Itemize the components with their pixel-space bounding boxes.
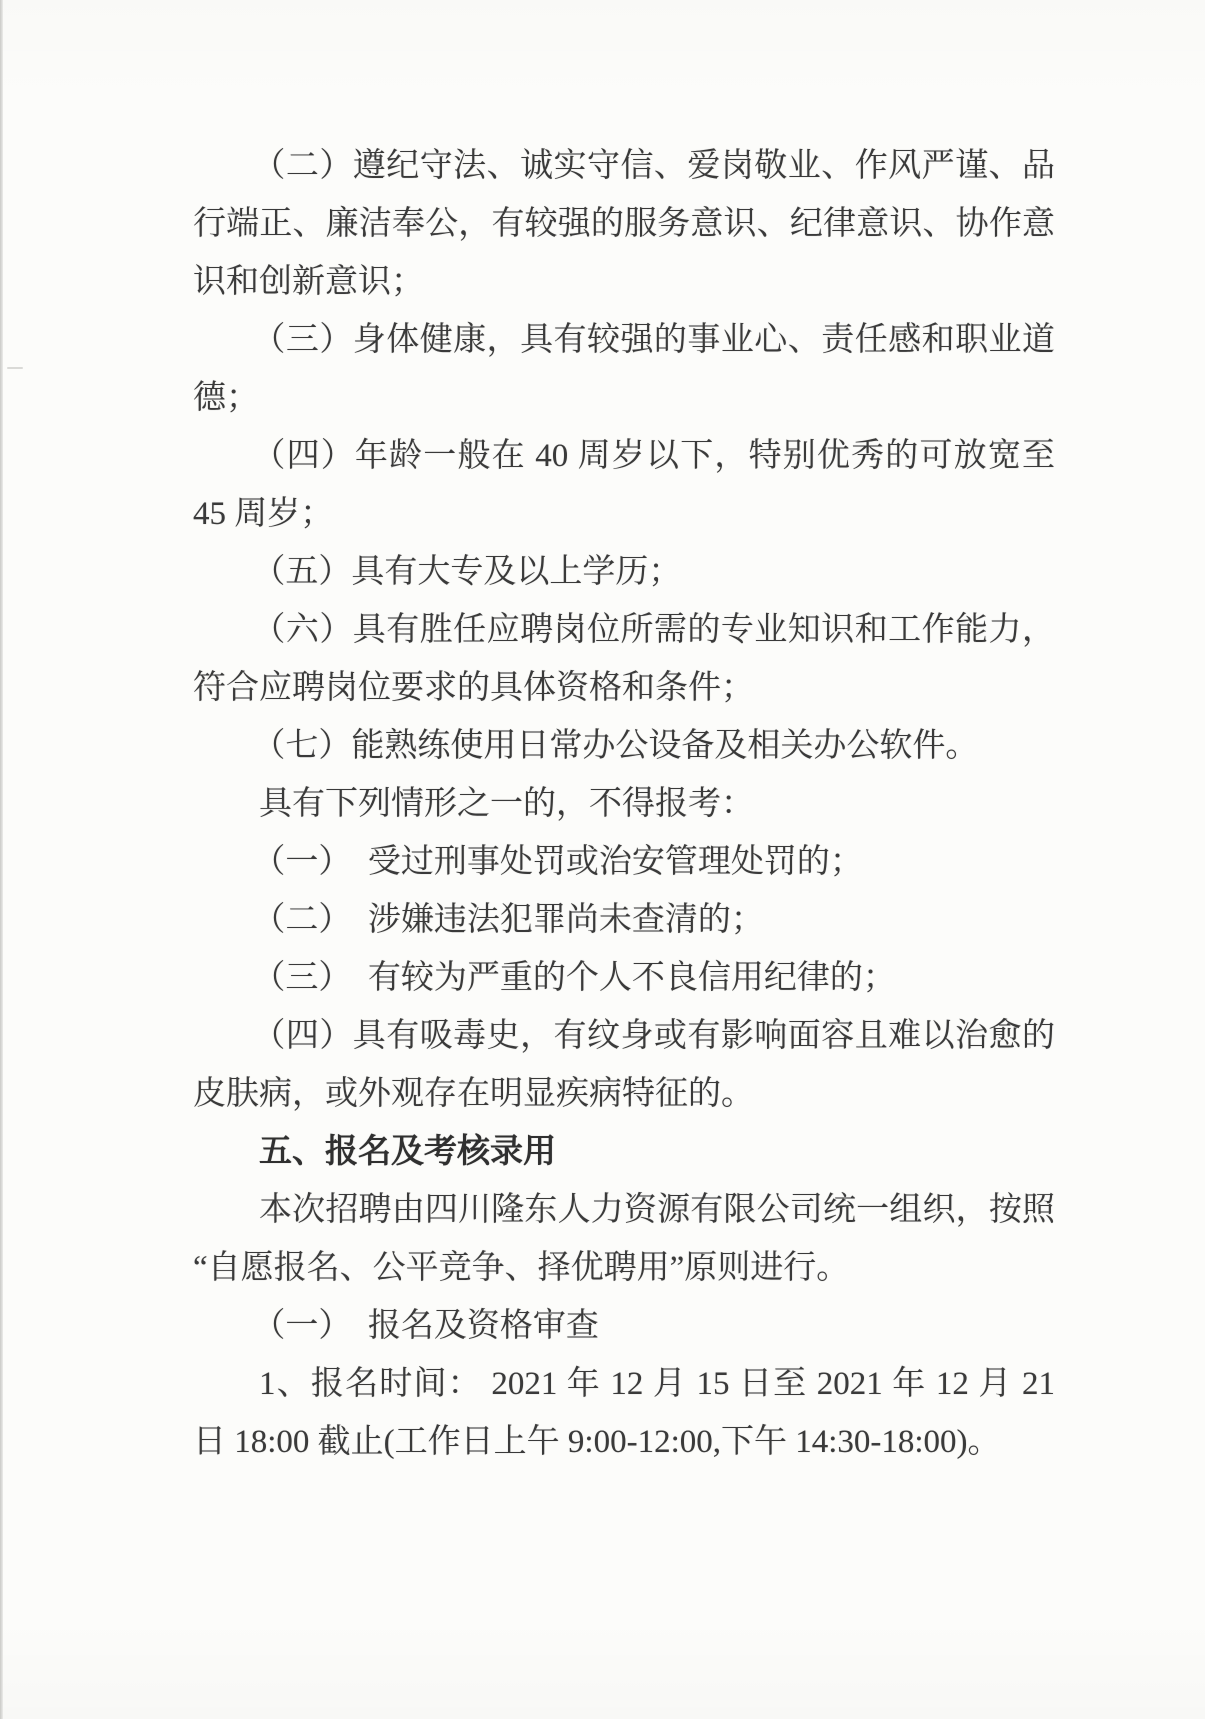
text-line: 识和创新意识； <box>193 264 424 300</box>
paragraph <box>193 1355 1055 1471</box>
text-line: （三）身体健康，具有较强的事业心、责任感和职业道 <box>252 322 1055 358</box>
text-line: （七）能熟练使用日常办公设备及相关办公软件。 <box>252 728 979 764</box>
text-line: 具有下列情形之一的，不得报考： <box>259 786 754 822</box>
text-line: （四）具有吸毒史，有纹身或有影响面容且难以治愈的 <box>252 1018 1055 1054</box>
text-line: 符合应聘岗位要求的具体资格和条件； <box>193 670 754 706</box>
paragraph <box>193 543 1055 601</box>
text-line: （五）具有大专及以上学历； <box>252 554 682 590</box>
paragraph <box>193 949 1055 1007</box>
text-line: 行端正、廉洁奉公，有较强的服务意识、纪律意识、协作意 <box>193 206 1055 242</box>
paragraph <box>193 833 1055 891</box>
paragraph <box>193 1181 1055 1297</box>
text-line: 日 18:00 截止(工作日上午 9:00-12:00,下午 14:30-18:00)。 <box>193 1424 1001 1460</box>
paragraph <box>193 717 1055 775</box>
document-body <box>193 137 1055 1471</box>
text-line: 45 周岁； <box>193 496 334 532</box>
text-line: “自愿报名、公平竞争、择优聘用”原则进行。 <box>193 1250 850 1286</box>
paragraph <box>193 311 1055 427</box>
text-line: （一） 受过刑事处罚或治安管理处罚的； <box>252 844 863 880</box>
scan-edge-line <box>0 0 3 1719</box>
text-line: （四）年龄一般在 40 周岁以下，特别优秀的可放宽至 <box>252 438 1055 474</box>
paragraph <box>193 1297 1055 1355</box>
text-line: 德； <box>193 380 259 416</box>
text-line: 五、报名及考核录用 <box>259 1134 556 1170</box>
scan-artifact <box>7 367 23 369</box>
text-line: （二）遵纪守法、诚实守信、爱岗敬业、作风严谨、品 <box>252 148 1055 184</box>
text-line: （二） 涉嫌违法犯罪尚未查清的； <box>252 902 764 938</box>
text-line: （六）具有胜任应聘岗位所需的专业知识和工作能力， <box>252 612 1055 648</box>
text-line: 本次招聘由四川隆东人力资源有限公司统一组织，按照 <box>259 1192 1055 1228</box>
paragraph <box>193 891 1055 949</box>
text-line: （一） 报名及资格审查 <box>252 1308 599 1344</box>
paragraph <box>193 427 1055 543</box>
paragraph <box>193 1007 1055 1123</box>
paragraph <box>193 775 1055 833</box>
section-heading <box>193 1123 1055 1181</box>
text-line: （三） 有较为严重的个人不良信用纪律的； <box>252 960 896 996</box>
text-line: 皮肤病，或外观存在明显疾病特征的。 <box>193 1076 754 1112</box>
paragraph <box>193 137 1055 311</box>
paragraph <box>193 601 1055 717</box>
text-line: 1、报名时间： 2021 年 12 月 15 日至 2021 年 12 月 21 <box>259 1366 1055 1402</box>
